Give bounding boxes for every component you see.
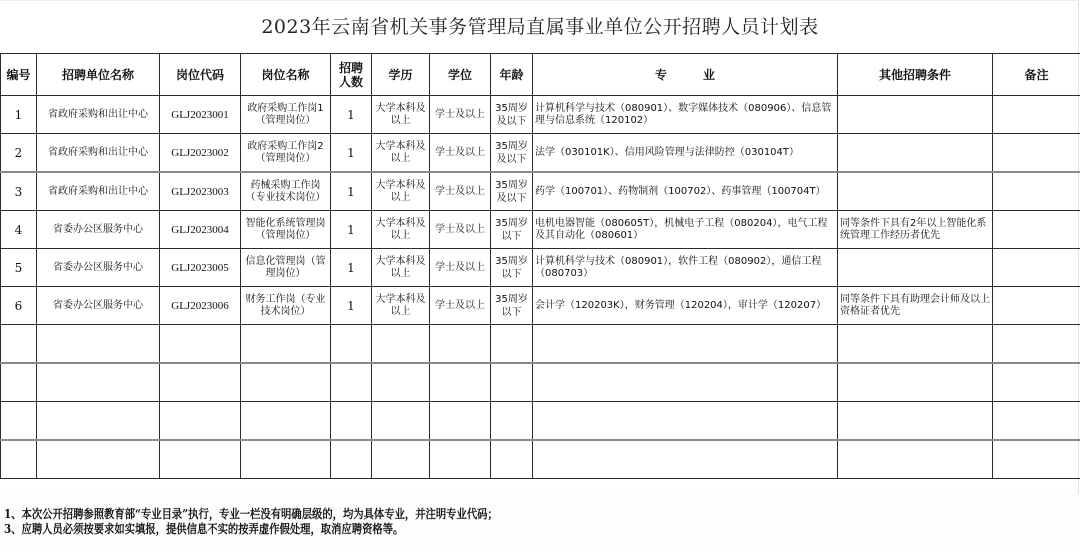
cell-age: 35周岁及以下 [491, 96, 533, 134]
cell-remark [993, 96, 1080, 134]
cell-education: 大学本科及以上 [372, 172, 430, 211]
note-1: 1、本次公开招聘参照教育部“专业目录”执行，专业一栏没有明确层级的，均为具体专业，并注明专业代码； [4, 507, 498, 521]
page-title: 2023年云南省机关事务管理局直属事业单位公开招聘人员计划表 [261, 16, 819, 38]
empty-cell [1, 363, 37, 402]
empty-cell [533, 440, 838, 479]
empty-cell [993, 325, 1080, 364]
cell-no: 4 [1, 211, 37, 249]
empty-cell [37, 363, 160, 402]
header-age: 年龄 [491, 54, 533, 96]
cell-major: 计算机科学与技术（080901）、数字媒体技术（080906）、信息管理与信息系统（120102） [533, 96, 838, 134]
cell-position: 信息化管理岗（管理岗位） [241, 249, 331, 287]
cell-count: 1 [331, 211, 372, 249]
table-row [1, 96, 1080, 134]
empty-cell [372, 325, 430, 364]
empty-cell [37, 402, 160, 441]
empty-cell [430, 440, 491, 479]
cell-code: GLJ2023001 [160, 96, 241, 134]
empty-cell [37, 325, 160, 364]
empty-cell [372, 363, 430, 402]
header-code: 岗位代码 [160, 54, 241, 96]
empty-cell [331, 402, 372, 441]
empty-cell [1, 402, 37, 441]
cell-unit: 省政府采购和出让中心 [37, 96, 160, 134]
empty-table-row [1, 325, 1080, 364]
cell-major: 会计学（120203K），财务管理（120204），审计学（120207） [533, 287, 838, 325]
cell-education: 大学本科及以上 [372, 249, 430, 287]
empty-cell [1, 440, 37, 479]
empty-cell [331, 440, 372, 479]
cell-no: 5 [1, 249, 37, 287]
empty-cell [993, 402, 1080, 441]
empty-cell [372, 440, 430, 479]
empty-cell [838, 363, 993, 402]
cell-age: 35周岁及以下 [491, 134, 533, 173]
cell-code: GLJ2023005 [160, 249, 241, 287]
cell-count: 1 [331, 96, 372, 134]
cell-code: GLJ2023006 [160, 287, 241, 325]
cell-position: 财务工作岗（专业技术岗位） [241, 287, 331, 325]
cell-age: 35周岁以下 [491, 287, 533, 325]
empty-cell [241, 363, 331, 402]
header-degree: 学位 [430, 54, 491, 96]
cell-position: 智能化系统管理岗（管理岗位） [241, 211, 331, 249]
empty-cell [430, 325, 491, 364]
cell-position: 政府采购工作岗2（管理岗位） [241, 134, 331, 173]
header-no: 编号 [1, 54, 37, 96]
empty-cell [430, 363, 491, 402]
empty-cell [331, 325, 372, 364]
cell-no: 2 [1, 134, 37, 173]
table-header-row [1, 54, 1080, 96]
empty-cell [430, 402, 491, 441]
empty-cell [533, 402, 838, 441]
header-position: 岗位名称 [241, 54, 331, 96]
cell-position: 政府采购工作岗1（管理岗位） [241, 96, 331, 134]
cell-unit: 省政府采购和出让中心 [37, 134, 160, 173]
cell-major: 法学（030101K）、信用风险管理与法律防控（030104T） [533, 134, 838, 173]
cell-degree: 学士及以上 [430, 134, 491, 173]
empty-cell [241, 440, 331, 479]
empty-cell [160, 440, 241, 479]
cell-education: 大学本科及以上 [372, 96, 430, 134]
cell-count: 1 [331, 287, 372, 325]
cell-degree: 学士及以上 [430, 96, 491, 134]
cell-degree: 学士及以上 [430, 249, 491, 287]
cell-age: 35周岁以下 [491, 249, 533, 287]
cell-other [838, 96, 993, 134]
empty-cell [993, 440, 1080, 479]
cell-no: 1 [1, 96, 37, 134]
cell-major: 药学（100701）、药物制剂（100702）、药事管理（100704T） [533, 172, 838, 211]
empty-cell [160, 325, 241, 364]
cell-unit: 省委办公区服务中心 [37, 211, 160, 249]
header-remark: 备注 [993, 54, 1080, 96]
cell-code: GLJ2023003 [160, 172, 241, 211]
header-major: 专 业 [533, 54, 838, 96]
table-row [1, 211, 1080, 249]
table-row [1, 287, 1080, 325]
cell-position: 药械采购工作岗（专业技术岗位） [241, 172, 331, 211]
empty-cell [491, 402, 533, 441]
empty-table-row [1, 363, 1080, 402]
cell-count: 1 [331, 134, 372, 173]
empty-cell [1, 325, 37, 364]
cell-other [838, 134, 993, 173]
empty-table-row [1, 402, 1080, 441]
cell-other: 同等条件下具有2年以上智能化系统管理工作经历者优先 [838, 211, 993, 249]
empty-cell [838, 402, 993, 441]
header-unit: 招聘单位名称 [37, 54, 160, 96]
cell-degree: 学士及以上 [430, 287, 491, 325]
header-education: 学历 [372, 54, 430, 96]
table-row [1, 134, 1080, 173]
cell-no: 3 [1, 172, 37, 211]
table-row [1, 172, 1080, 211]
empty-cell [241, 402, 331, 441]
empty-cell [838, 325, 993, 364]
empty-cell [993, 363, 1080, 402]
cell-remark [993, 287, 1080, 325]
empty-cell [533, 325, 838, 364]
cell-degree: 学士及以上 [430, 211, 491, 249]
empty-cell [491, 363, 533, 402]
cell-education: 大学本科及以上 [372, 134, 430, 173]
cell-remark [993, 134, 1080, 173]
cell-code: GLJ2023004 [160, 211, 241, 249]
empty-cell [491, 325, 533, 364]
empty-cell [372, 402, 430, 441]
cell-other: 同等条件下具有助理会计师及以上资格证者优先 [838, 287, 993, 325]
empty-cell [491, 440, 533, 479]
cell-age: 35周岁以下 [491, 211, 533, 249]
header-other: 其他招聘条件 [838, 54, 993, 96]
notes [4, 507, 498, 537]
cell-major: 计算机科学与技术（080901），软件工程（080902），通信工程（080703） [533, 249, 838, 287]
empty-cell [838, 440, 993, 479]
empty-cell [160, 363, 241, 402]
header-count-label: 招聘人数 [338, 60, 363, 89]
empty-cell [331, 363, 372, 402]
cell-code: GLJ2023002 [160, 134, 241, 173]
empty-cell [160, 402, 241, 441]
table-body [1, 96, 1080, 479]
empty-cell [37, 440, 160, 479]
cell-education: 大学本科及以上 [372, 287, 430, 325]
cell-remark [993, 211, 1080, 249]
cell-education: 大学本科及以上 [372, 211, 430, 249]
cell-other [838, 249, 993, 287]
cell-age: 35周岁及以下 [491, 172, 533, 211]
cell-unit: 省委办公区服务中心 [37, 249, 160, 287]
note-3: 3、应聘人员必须按要求如实填报，提供信息不实的按弄虚作假处理，取消应聘资格等。 [4, 522, 404, 536]
empty-table-row [1, 440, 1080, 479]
cell-remark [993, 172, 1080, 211]
cell-no: 6 [1, 287, 37, 325]
cell-degree: 学士及以上 [430, 172, 491, 211]
cell-count: 1 [331, 249, 372, 287]
cell-unit: 省委办公区服务中心 [37, 287, 160, 325]
cell-major: 电机电器智能（080605T），机械电子工程（080204），电气工程及其自动化（080601） [533, 211, 838, 249]
cell-unit: 省政府采购和出让中心 [37, 172, 160, 211]
table-row [1, 249, 1080, 287]
recruitment-plan-table [0, 53, 1080, 479]
cell-count: 1 [331, 172, 372, 211]
empty-cell [533, 363, 838, 402]
cell-other [838, 172, 993, 211]
header-count [331, 54, 372, 96]
cell-remark [993, 249, 1080, 287]
empty-cell [241, 325, 331, 364]
